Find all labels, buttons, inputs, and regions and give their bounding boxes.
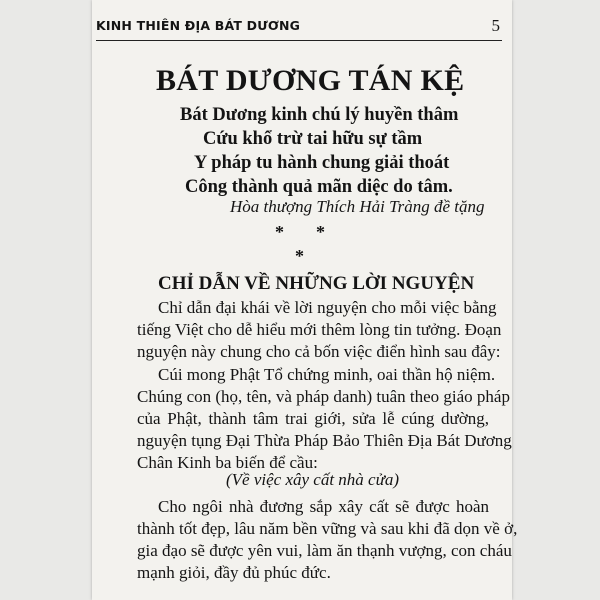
asterisk-ornament: *: [316, 222, 325, 242]
verse-line: Y pháp tu hành chung giải thoát: [194, 153, 450, 173]
asterisk-ornament: *: [275, 222, 284, 242]
dedication: Hòa thượng Thích Hải Tràng đề tặng: [230, 197, 485, 216]
asterisk-ornament: *: [295, 246, 304, 266]
page-number: 5: [491, 16, 500, 35]
paragraph-line: nguyện này chung cho cả bốn việc điển hình sau đây:: [137, 342, 501, 361]
paragraph-line: Chỉ dẫn đại khái về lời nguyện cho mỗi việc bằng: [158, 298, 497, 317]
verse-line: Công thành quả mãn diệc do tâm.: [185, 177, 453, 197]
section-heading: CHỈ DẪN VỀ NHỮNG LỜI NGUYỆN: [158, 273, 475, 294]
case-label: (Về việc xây cất nhà cửa): [226, 470, 400, 489]
paragraph-line: thành tốt đẹp, lâu năm bền vững và sau khi đã dọn về ở,: [137, 519, 518, 538]
paragraph-line: gia đạo sẽ được yên vui, làm ăn thạnh vượng, con cháu: [137, 541, 512, 560]
verse-line: Cứu khổ trừ tai hữu sự tầm: [203, 129, 423, 149]
poem-title: BÁT DƯƠNG TÁN KỆ: [156, 64, 465, 97]
paragraph-line: Chân Kinh ba biến để cầu:: [137, 453, 318, 472]
paragraph-line: mạnh giỏi, đầy đủ phúc đức.: [137, 563, 331, 582]
running-title: KINH THIÊN ĐỊA BÁT DƯƠNG: [96, 18, 301, 33]
verse-line: Bát Dương kinh chú lý huyền thâm: [180, 105, 459, 125]
paragraph-line: của Phật, thành tâm trai giới, sửa lễ cúng dường,: [137, 409, 489, 428]
running-header: [96, 16, 502, 41]
book-page: [92, 0, 518, 600]
paragraph-line: nguyện tụng Đại Thừa Pháp Bảo Thiên Địa Bát Dương: [137, 431, 512, 450]
paragraph-line: Cúi mong Phật Tổ chứng minh, oai thần hộ niệm.: [158, 365, 496, 384]
paragraph-line: Chúng con (họ, tên, và pháp danh) tuân theo giáo pháp: [137, 387, 510, 406]
paragraph-line: tiếng Việt cho dễ hiểu mới thêm lòng tin tưởng. Đoạn: [137, 320, 502, 339]
paragraph-line: Cho ngôi nhà đương sắp xây cất sẽ được hoàn: [158, 497, 489, 516]
